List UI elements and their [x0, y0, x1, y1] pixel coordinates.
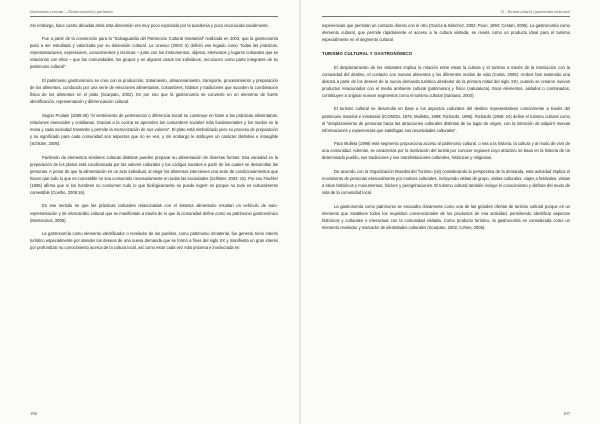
paragraph: En ese sentido se que las prácticas culturales relacionadas con el sistema alimentario resultan un vehículo de auto-representación y de intercambio cultural que se manifiestan a través de lo que la comunidad define como su patrimonio gastronómico (Montecinos, 2006).: [30, 203, 278, 223]
running-header-left: Gastronomía y turismo — Destino sensorial y patrimonio: [30, 10, 278, 17]
paragraph: El turismo cultural se desarrolla en base a los aspectos culturales del destino representativos comúnmente a través del patrimonio material e inmaterial (ICOMOS, 1976; Molletta, 1998; Richards, 1996). Richards (1996: 24) define el turismo cultural como el “desplazamiento de personas hacia las atracciones culturales distintas de su lugar de origen, con la intención de adquirir nuevas informaciones y experiencias que satisfagan sus necesidades culturales”.: [322, 106, 570, 133]
paragraph: La gastronomía como patrimonio se encuadra claramente como una de las grandes ofertas de turismo cultural porque es un elemento que establece todos los requisitos convencionales de los productos de esa actividad, permitiendo identificar aspectos históricos y culturales e interactuar con la comunidad visitada. Como producto turístico, la gastronomía es considerada como un elemento revelador y marcador de identidades culturales (Scarpato, 2002; Cohen, 2006).: [322, 203, 570, 230]
paragraph: Sin embargo, hace cuatro décadas atrás esta dimensión era muy poco explorada por la academia y poco reconocida socialmente.: [30, 22, 269, 28]
left-page-body: [30, 22, 278, 252]
paragraph: Para Molleta (1998) este segmento proporciona acceso al patrimonio cultural, o sea a la historia, la cultura y al modo de vivir de una comunidad. Además, se caracteriza por la motivación del turista por conocer regiones cuyo atractivo se basa en la historia de un determinado pueblo, sus tradiciones y sus manifestaciones culturales, históricas y religiosas.: [322, 141, 570, 161]
section-heading: TURISMO CULTURAL Y GASTRONÓMICO: [322, 50, 413, 56]
right-page-body: [322, 22, 570, 231]
paragraph: Según Poulain (2008:46) “el sentimiento de pertenencia o diferencia social se construye en base a las prácticas alimentarias, relaciones esenciales y cotidianas. Gracias a la cocina se aprenden las costumbres sociales más fundamentales y los modos en la mesa y cada sociedad transmite y permite la memorización de sus valores”. El plato está simbolizado pero su proceso de preparación y su significado para cada comunidad son aspectos que no se ven, y sin embargo le atribuyen un carácter distintivo e intangible (Schlüter, 2006).: [30, 112, 278, 146]
right-page: [300, 0, 600, 424]
paragraph: La gastronomía como elemento identificador o revelador de los pueblos, como patrimonio inmaterial, fue general, tiene interés turístico especialmente por atender los deseos de una nueva demanda que se formó a fines del siglo XX y manifiesta un gran interés por profundizar su conocimiento acerca de la cultura local, así como estar cada vez más próxima e involucrada en: [30, 231, 278, 251]
paragraph: experiencias que permitan un contacto directo con el otro (García & Sánchez, 2002; Poon, 1994; Cestari, 2006). La gastronomía como elemento cultural, que permite rápidamente el acceso a la cultura visitada, se revela como un producto ideal para el turismo especialmente en el segmento cultural.: [322, 22, 570, 42]
paragraph: El patrimonio gastronómico se crea con la producción, tratamiento, almacenamiento, transporte, procesamiento y preparación de los alimentos, conducido por una serie de elecciones alimentarias, costumbres, hábitos y tradiciones que suceden la combinación física de los alimentos en el plato (Scarpato, 2002). Es por eso que la gastronomía se convierte en un elemento de fuerte identificación, representación y diferenciación cultural.: [30, 77, 278, 105]
paragraph: Fue a partir de la convención para la “Salvaguardia del Patrimonio Cultural Inmaterial” realizada en 2003, que la gastronomía pasó a ser estudiada y valorizada por su dimensión cultural. La Unesco (2003: 5) definió ese legado como “todas las prácticas, representaciones, expresiones, conocimientos y técnicas – junto con los instrumentos, objetos, elementos y lugares culturales que se relacionan con ellos – que las comunidades, los grupos y en algunos casos los individuos, reconocen como parte integrante de su patrimonio cultural”.: [30, 36, 278, 70]
paragraph: Partiendo de elementos similares culturas distintas pueden preparar su alimentación de diversas formas. Esa variedad en la preparación de los platos está condicionada por las valores culturales y los códigos sociales a partir de los cuales se desarrollan las personas. A pesar de que la alimentación es un acto individual, al elegir los alimentos intervienen una serie de condicionamientos que hacen que todo lo que es comestible no sea consumido necesariamente en todas las sociedades (Schlüter, 2003: 16). Por eso Fischler (1995) afirma que si los hombres no consumen todo lo que biológicamente se puede ingerir es porque no todo es culturalmente comestible (Coelho, 2009:19).: [30, 154, 278, 195]
running-header-right: 12 – Turismo cultural y gastronomía tradicional: [322, 10, 570, 17]
paragraph: De acuerdo con la Organización Mundial del Turismo (oit) considerando la perspectiva de la demanda, esta actividad implica el movimiento de personas esencialmente por motivos culturales, incluyendo visitas de grupo, visitas culturales, viajes a festivales, visitas a sitios históricos y monumentos, folclore y peregrinaciones. El turismo cultural también incluye el conocimiento y disfrute del modo de vida de la comunidad local.: [322, 168, 570, 196]
page-number-right: 197: [563, 411, 570, 416]
page-number-left: 196: [30, 411, 37, 416]
paragraph: El desplazamiento de los visitantes implica la relación entre estas la cultura y el turismo a través de la interacción con la comunidad del destino, el contacto con nuevos alimentos y los diferentes modos de vida (Costa, 2005). Ambos han sostenido una alianza a partir de los deseos de la nueva demanda turística alrededor de la primera mitad del siglo XXI, cuando se crearon nuevos productos relacionados con el medio ambiente cultural (patrimonio) y físico (naturaleza). Esos elementos, aislados o combinados, contribuyen a originar nuevos segmentos como el turismo cultural (Santana, 2004).: [322, 64, 570, 98]
